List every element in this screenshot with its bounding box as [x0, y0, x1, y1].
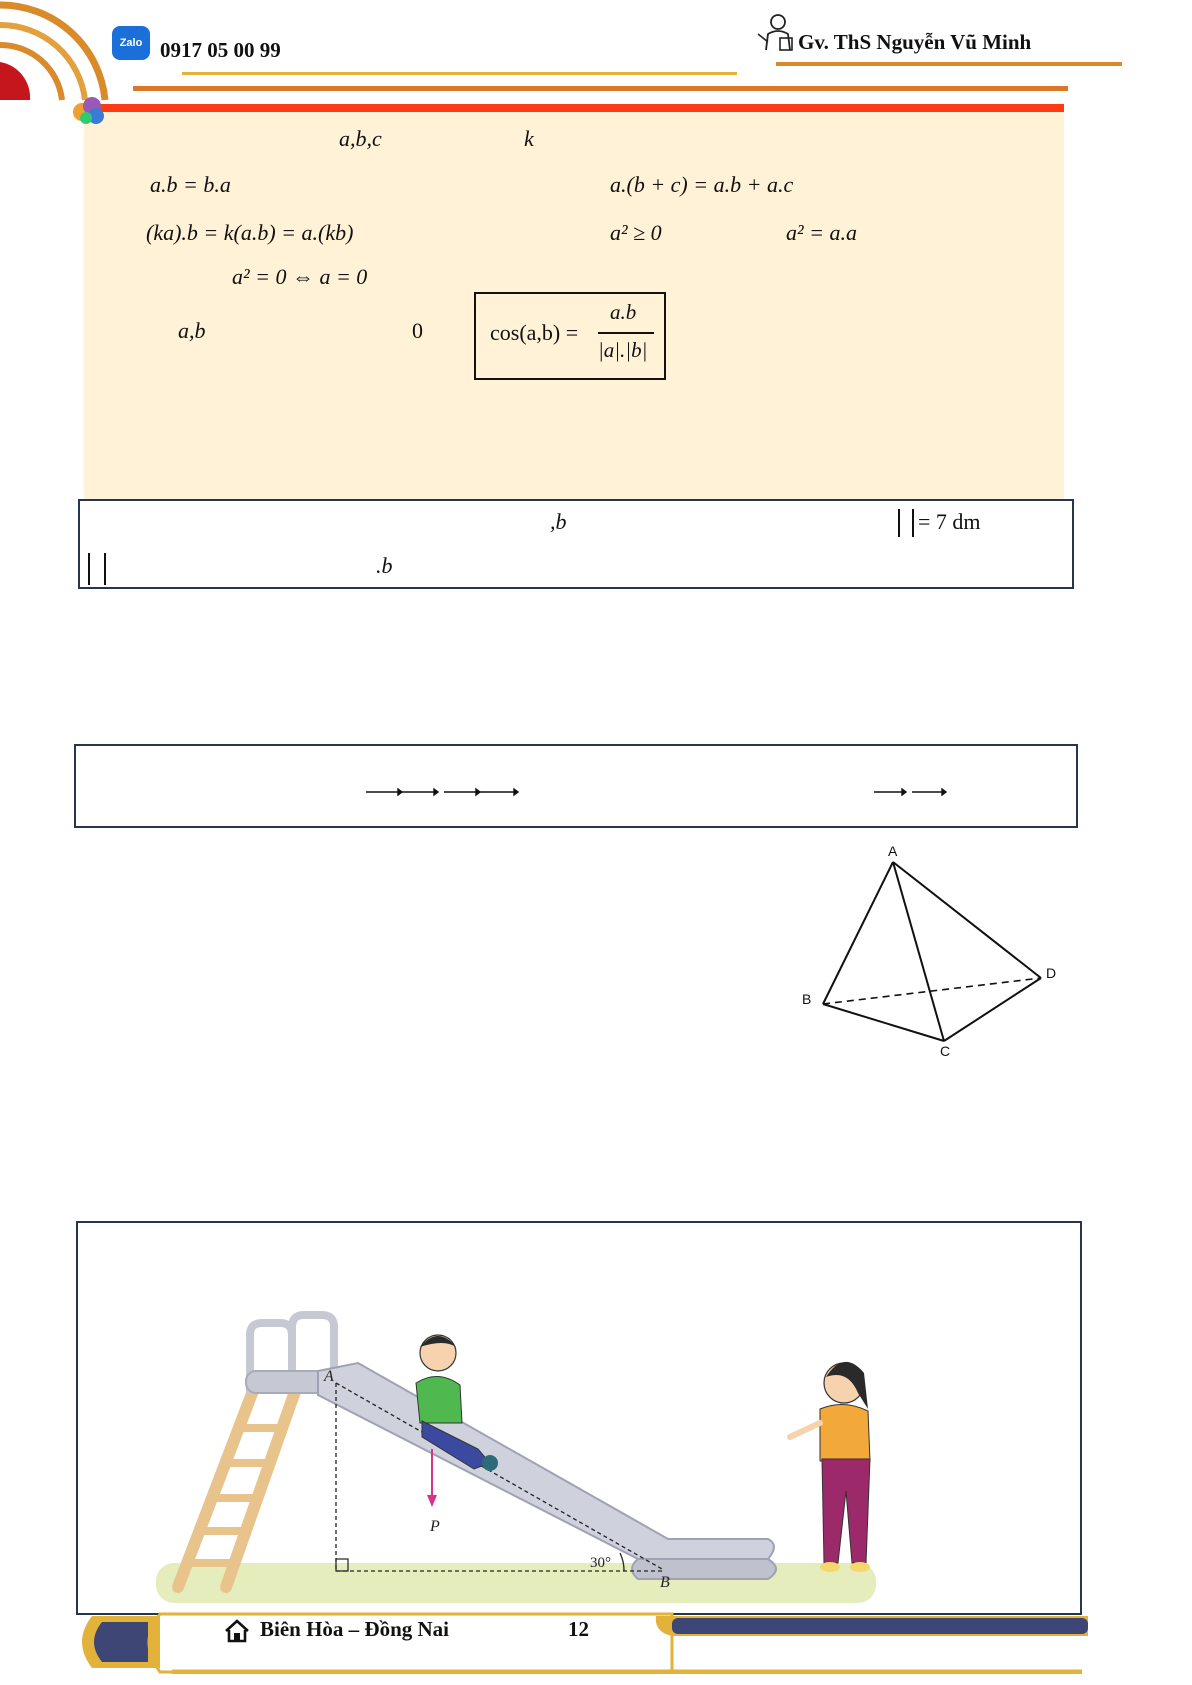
vector-arrows-group-2: [872, 786, 952, 798]
example-1-vector-pair: ,b: [550, 509, 567, 534]
zalo-icon-label: Zalo: [119, 37, 143, 49]
girl-figure: [790, 1362, 870, 1572]
example-1-abs-bar-2: [88, 553, 106, 585]
prop-vectors: a,b,c: [339, 126, 382, 151]
vertex-label-b: B: [802, 991, 812, 1007]
prop-square-nonneg: a² ≥ 0: [610, 220, 662, 245]
cosine-formula-box: [474, 292, 666, 380]
slide-label-p: P: [430, 1518, 440, 1535]
prop-commutative: a.b = b.a: [150, 172, 231, 197]
example-1-abs-bar: [898, 509, 914, 537]
prop-scalar: k: [524, 126, 534, 151]
header-rule-right: [776, 62, 1122, 66]
brain-icon: [70, 94, 110, 128]
zalo-icon[interactable]: [112, 26, 150, 60]
teacher-name: Gv. ThS Nguyễn Vũ Minh: [798, 30, 1032, 54]
vertex-label-d: D: [1046, 965, 1057, 981]
page-number: 12: [568, 1617, 589, 1641]
slide-angle-label: 30°: [590, 1555, 611, 1571]
teacher-icon: [756, 12, 796, 54]
slide-label-b: B: [660, 1574, 670, 1591]
vertex-label-a: A: [888, 843, 898, 859]
header-rule-long: [133, 86, 1068, 91]
vertex-label-c: C: [940, 1043, 951, 1059]
cosine-fraction-bar: [598, 332, 654, 334]
vector-arrows-group-1: [364, 786, 524, 798]
slide-chute: [318, 1363, 774, 1559]
tetrahedron-figure: [790, 838, 1070, 1060]
example-1-length: = 7 dm: [918, 509, 981, 534]
home-icon: [224, 1619, 250, 1643]
example-1-product: .b: [376, 553, 393, 578]
prop-square-zero: a² = 0 ⇔ a = 0: [232, 264, 368, 289]
cosine-denominator: |a|.|b|: [598, 338, 648, 362]
corner-arcs-decoration: [0, 0, 130, 110]
cosine-numerator: a.b: [610, 300, 637, 324]
prop-zero-vector: 0: [412, 318, 423, 343]
phone-number: 0917 05 00 99: [160, 38, 281, 62]
header-rule-left: [182, 72, 737, 75]
cosine-lhs: cos(a,b) =: [490, 320, 579, 345]
ladder: [178, 1383, 298, 1587]
slide-label-a: A: [324, 1368, 334, 1385]
slide-figure-box: [76, 1221, 1082, 1615]
footer-location: Biên Hòa – Đồng Nai: [260, 1617, 450, 1641]
example-1-box: [78, 499, 1074, 589]
prop-pair: a,b: [178, 318, 206, 343]
example-2-box: [74, 744, 1078, 828]
prop-scalar-assoc: (ka).b = k(a.b) = a.(kb): [146, 220, 354, 245]
prop-distributive: a.(b + c) = a.b + a.c: [610, 172, 794, 197]
prop-square-def: a² = a.a: [786, 220, 857, 245]
slide-illustration: [78, 1223, 1080, 1613]
